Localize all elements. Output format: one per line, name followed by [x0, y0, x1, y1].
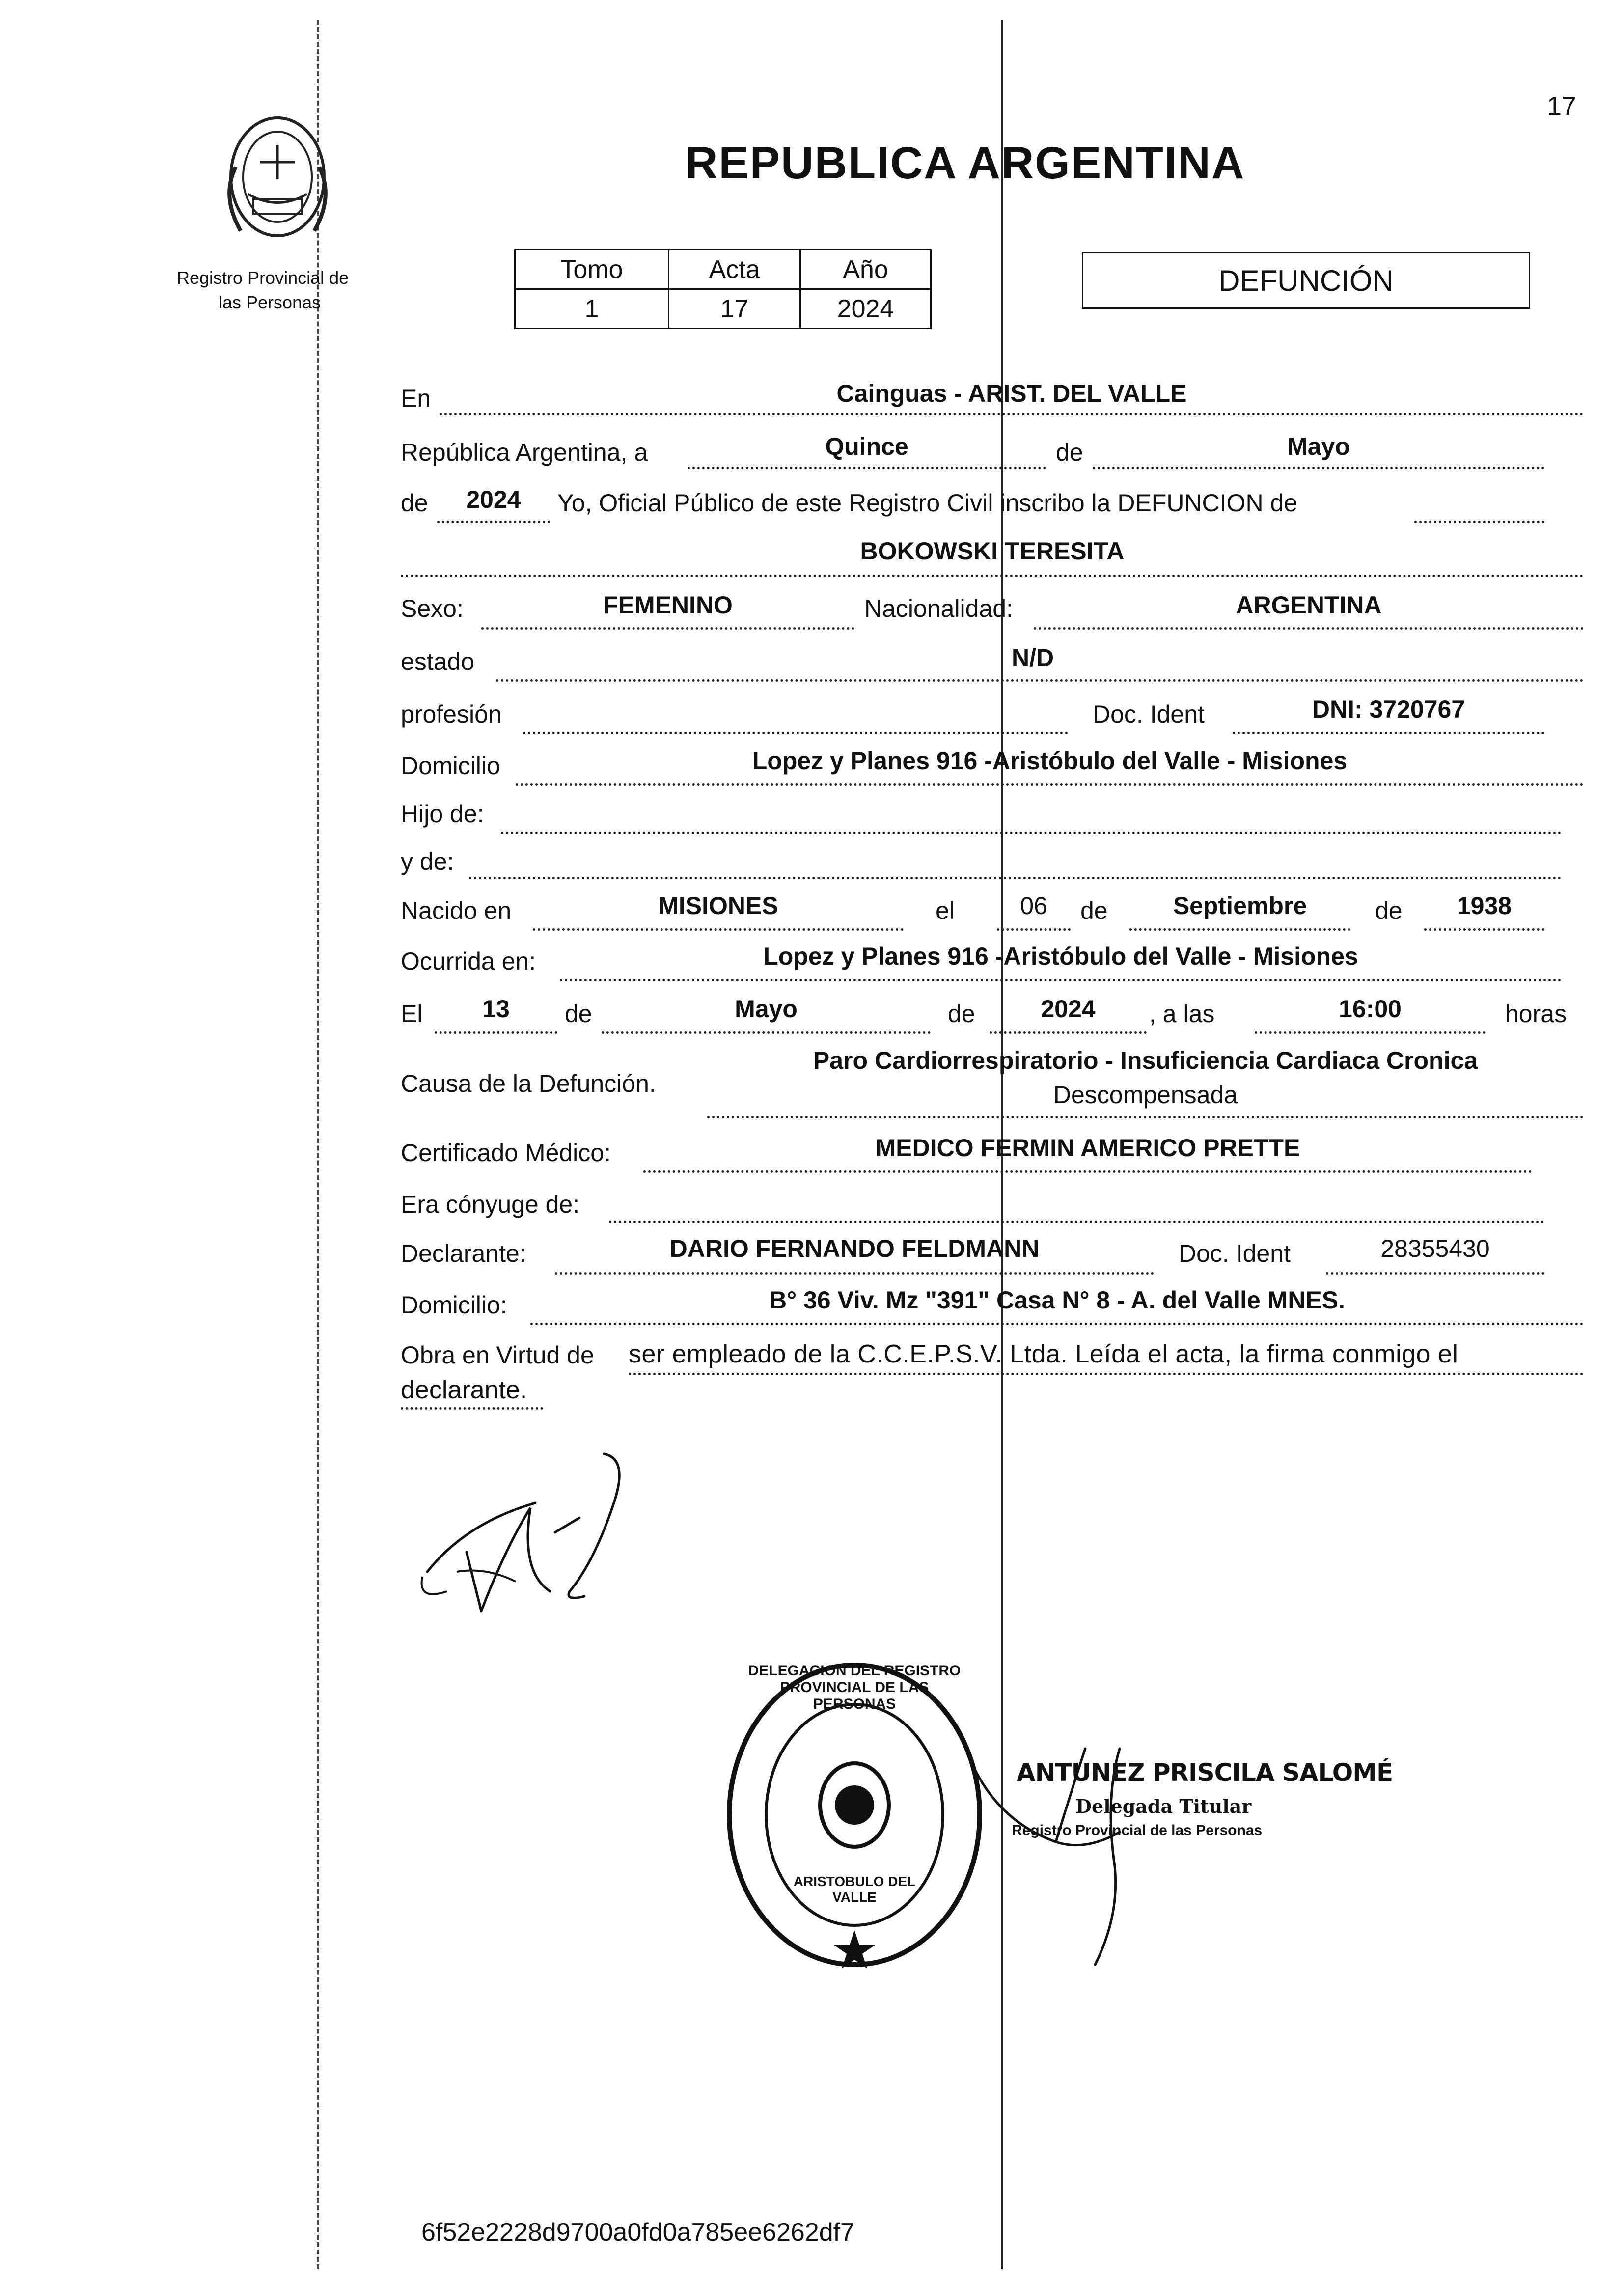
stamp-inner-text: ARISTOBULO DEL VALLE — [793, 1874, 916, 1905]
domicilio-label: Domicilio — [401, 752, 500, 779]
doc2-value: 28355430 — [1380, 1235, 1490, 1262]
horas-label: horas — [1505, 1000, 1567, 1028]
act-type: DEFUNCIÓN — [1218, 264, 1394, 297]
act-type-box — [1082, 252, 1530, 309]
ref-value-acta: 17 — [669, 289, 800, 329]
death-year: 2024 — [1041, 995, 1096, 1023]
official-stamp — [722, 1658, 987, 1972]
certificado-value: MEDICO FERMIN AMERICO PRETTE — [875, 1134, 1300, 1162]
doc2-label: Doc. Ident — [1179, 1240, 1291, 1267]
ref-header-acta: Acta — [669, 250, 800, 289]
official-office: Registro Provincial de las Personas — [1012, 1822, 1263, 1838]
republica-label: República Argentina, a — [401, 439, 648, 466]
page-number: 17 — [1547, 91, 1577, 121]
nacido-label: Nacido en — [401, 897, 512, 924]
obra-label: Obra en Virtud de — [401, 1341, 594, 1369]
province-emblem-icon — [206, 98, 349, 255]
en-label: En — [401, 385, 431, 412]
document-hash: 6f52e2228d9700a0fd0a785ee6262df7 — [421, 2218, 855, 2247]
yo-text: Yo, Oficial Público de este Registro Civil inscribo la DEFUNCION de — [557, 489, 1298, 517]
causa-line1: Paro Cardiorrespiratorio - Insuficiencia Cardiaca Cronica — [813, 1047, 1478, 1074]
estado-label: estado — [401, 648, 475, 675]
doc-value: DNI: 3720767 — [1312, 695, 1465, 723]
birth-de2: de — [1375, 897, 1403, 924]
de-label: de — [1056, 439, 1083, 466]
birth-month: Septiembre — [1173, 892, 1307, 919]
death-de2: de — [948, 1000, 975, 1028]
sexo-value: FEMENINO — [603, 591, 733, 619]
official-role: Delegada Titular — [1075, 1795, 1252, 1817]
domicilio2-label: Domicilio: — [401, 1291, 507, 1319]
el2-label: El — [401, 1000, 423, 1028]
registry-name-line2: las Personas — [219, 292, 321, 312]
death-month: Mayo — [735, 995, 798, 1023]
month-text: Mayo — [1287, 433, 1350, 460]
doc-label: Doc. Ident — [1093, 700, 1205, 728]
birth-de1: de — [1080, 897, 1108, 924]
estado-value: N/D — [1012, 644, 1054, 671]
ref-header-tomo: Tomo — [515, 250, 669, 289]
alas-label: , a las — [1149, 1000, 1215, 1028]
domicilio-value: Lopez y Planes 916 -Aristóbulo del Valle - Misiones — [752, 747, 1348, 775]
hijo-label: Hijo de: — [401, 800, 484, 828]
death-time: 16:00 — [1339, 995, 1402, 1023]
reference-table — [514, 249, 932, 329]
day-text: Quince — [825, 433, 908, 460]
registry-name-line1: Registro Provincial de — [177, 268, 349, 288]
declarante-label: Declarante: — [401, 1240, 526, 1267]
ref-value-ano: 2024 — [800, 289, 931, 329]
nacionalidad-value: ARGENTINA — [1236, 591, 1382, 619]
birth-day: 06 — [1020, 892, 1047, 919]
birth-year: 1938 — [1457, 892, 1512, 919]
el-label: el — [936, 897, 955, 924]
causa-line2: Descompensada — [1053, 1081, 1238, 1109]
ocurrida-label: Ocurrida en: — [401, 947, 536, 975]
declarante-value: DARIO FERNANDO FELDMANN — [669, 1235, 1040, 1262]
de2-label: de — [401, 489, 428, 517]
page-title: REPUBLICA ARGENTINA — [685, 138, 1245, 188]
nacionalidad-label: Nacionalidad: — [864, 595, 1013, 622]
sexo-label: Sexo: — [401, 595, 464, 622]
certificado-label: Certificado Médico: — [401, 1139, 611, 1167]
causa-label: Causa de la Defunción. — [401, 1070, 656, 1097]
conyuge-label: Era cónyuge de: — [401, 1191, 580, 1218]
death-day: 13 — [482, 995, 510, 1023]
nacido-value: MISIONES — [658, 892, 778, 919]
declarant-signature — [408, 1444, 663, 1640]
deceased-name: BOKOWSKI TERESITA — [860, 537, 1125, 565]
obra-value: ser empleado de la C.C.E.P.S.V. Ltda. Leída el acta, la firma conmigo el — [629, 1340, 1459, 1368]
margin-dashes — [317, 20, 319, 2269]
yde-label: y de: — [401, 848, 454, 875]
ocurrida-value: Lopez y Planes 916 -Aristóbulo del Valle - Misiones — [763, 943, 1358, 970]
ref-value-tomo: 1 — [515, 289, 669, 329]
official-name: ANTUNEZ PRISCILA SALOMÉ — [1017, 1758, 1393, 1787]
stamp-outer-text: DELEGACION DEL REGISTRO PROVINCIAL DE LAS PERSONAS — [748, 1663, 961, 1712]
year: 2024 — [466, 486, 521, 513]
death-de1: de — [565, 1000, 592, 1028]
profesion-label: profesión — [401, 700, 502, 728]
en-value: Cainguas - ARIST. DEL VALLE — [836, 380, 1187, 407]
domicilio2-value: B° 36 Viv. Mz "391" Casa N° 8 - A. del Valle MNES. — [769, 1286, 1346, 1314]
ref-header-ano: Año — [800, 250, 931, 289]
obra-value2: declarante. — [401, 1376, 527, 1404]
